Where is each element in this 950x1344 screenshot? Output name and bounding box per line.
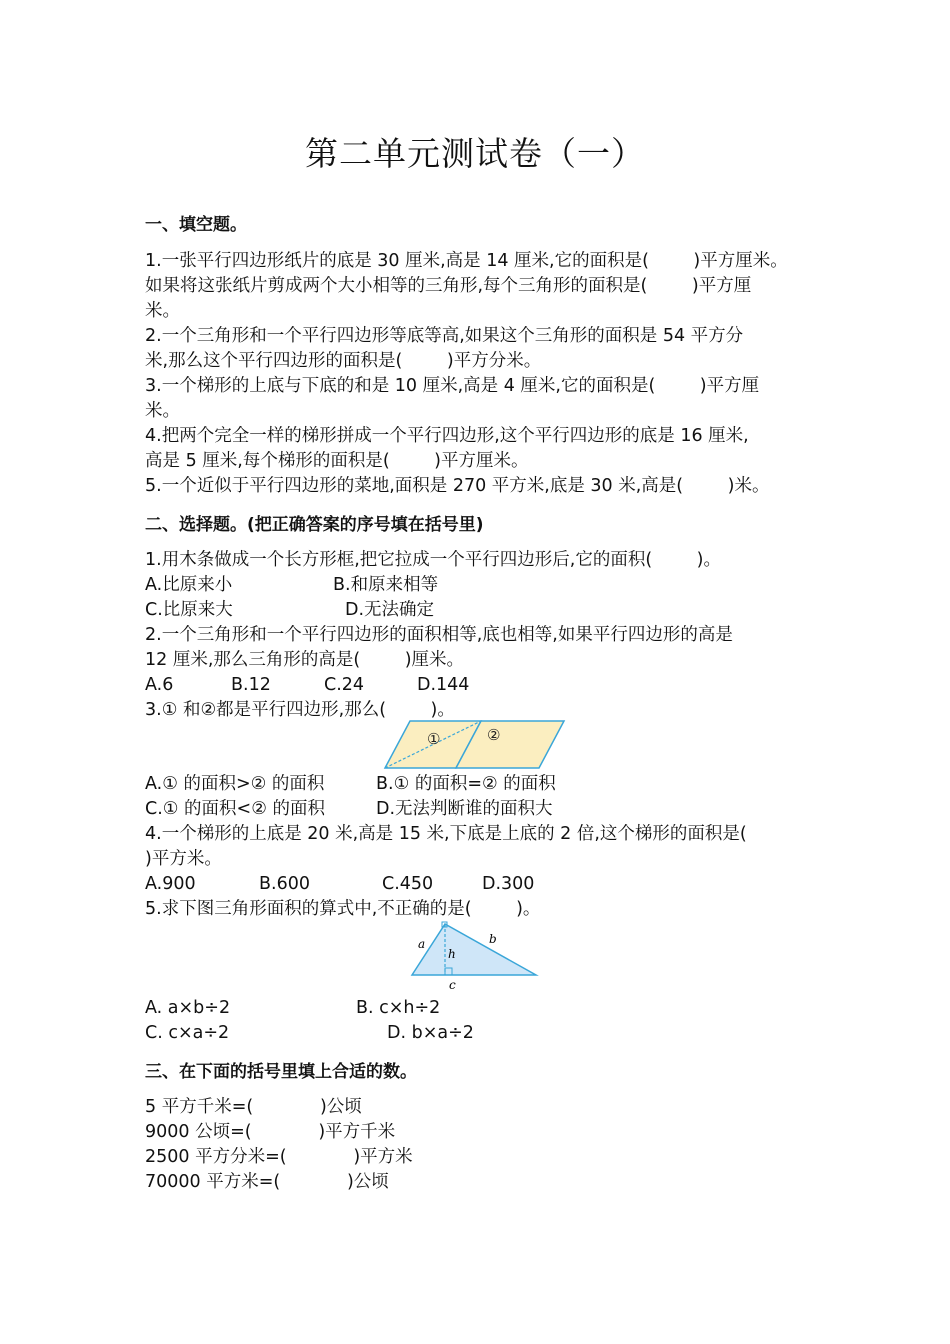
q4-option-c: C.450 bbox=[382, 874, 434, 894]
s1-line: 米,那么这个平行四边形的面积是( )平方分米。 bbox=[145, 351, 542, 371]
q1-option-b: B.和原来相等 bbox=[333, 575, 439, 595]
label-c: c bbox=[449, 978, 456, 992]
page-title: 第二单元测试卷（一） bbox=[305, 134, 645, 173]
q2-text: 2.一个三角形和一个平行四边形的面积相等,底也相等,如果平行四边形的高是 bbox=[145, 625, 733, 645]
s1-line: 3.一个梯形的上底与下底的和是 10 厘米,高是 4 厘米,它的面积是( )平方厘 bbox=[145, 376, 760, 396]
s1-line: 4.把两个完全一样的梯形拼成一个平行四边形,这个平行四边形的底是 16 厘米, bbox=[145, 426, 749, 446]
label-2: ② bbox=[487, 726, 501, 744]
s1-line: 1.一张平行四边形纸片的底是 30 厘米,高是 14 厘米,它的面积是( )平方厘米。 bbox=[145, 251, 788, 271]
parallelogram-figure bbox=[383, 718, 567, 772]
q5-option-a: A. a×b÷2 bbox=[145, 998, 231, 1018]
q4-option-a: A.900 bbox=[145, 874, 196, 894]
q5-option-c: C. c×a÷2 bbox=[145, 1023, 230, 1043]
s1-line: 高是 5 厘米,每个梯形的面积是( )平方厘米。 bbox=[145, 451, 529, 471]
section-1-heading: 一、填空题。 bbox=[145, 215, 247, 235]
s1-line: 米。 bbox=[145, 401, 180, 421]
q5-option-b: B. c×h÷2 bbox=[356, 998, 441, 1018]
q5-option-d: D. b×a÷2 bbox=[387, 1023, 474, 1043]
q4-option-b: B.600 bbox=[259, 874, 310, 894]
s3-line: 5 平方千米=( )公顷 bbox=[145, 1097, 362, 1117]
q3-option-a: A.① 的面积>② 的面积 bbox=[145, 774, 325, 794]
s1-line: 如果将这张纸片剪成两个大小相等的三角形,每个三角形的面积是( )平方厘 bbox=[145, 276, 752, 296]
q1-option-a: A.比原来小 bbox=[145, 575, 233, 595]
q3-option-d: D.无法判断谁的面积大 bbox=[376, 799, 553, 819]
q3-option-b: B.① 的面积=② 的面积 bbox=[376, 774, 556, 794]
label-h: h bbox=[448, 947, 456, 961]
section-2-heading: 二、选择题。(把正确答案的序号填在括号里) bbox=[145, 515, 484, 535]
s3-line: 70000 平方米=( )公顷 bbox=[145, 1172, 389, 1192]
section-3-heading: 三、在下面的括号里填上合适的数。 bbox=[145, 1062, 417, 1082]
q1-option-c: C.比原来大 bbox=[145, 600, 233, 620]
s1-line: 5.一个近似于平行四边形的菜地,面积是 270 平方米,底是 30 米,高是( )米。 bbox=[145, 476, 770, 496]
q1-text: 1.用木条做成一个长方形框,把它拉成一个平行四边形后,它的面积( )。 bbox=[145, 550, 721, 570]
q2-text: 12 厘米,那么三角形的高是( )厘米。 bbox=[145, 650, 465, 670]
q2-option-d: D.144 bbox=[417, 675, 470, 695]
q5-text: 5.求下图三角形面积的算式中,不正确的是( )。 bbox=[145, 899, 541, 919]
q2-option-b: B.12 bbox=[231, 675, 271, 695]
s3-line: 9000 公顷=( )平方千米 bbox=[145, 1122, 396, 1142]
q4-text: 4.一个梯形的上底是 20 米,高是 15 米,下底是上底的 2 倍,这个梯形的面积是( bbox=[145, 824, 747, 844]
label-b: b bbox=[489, 932, 497, 946]
q4-text: )平方米。 bbox=[145, 849, 222, 869]
triangle bbox=[412, 924, 536, 975]
s3-line: 2500 平方分米=( )平方米 bbox=[145, 1147, 413, 1167]
s1-line: 米。 bbox=[145, 301, 180, 321]
q3-text: 3.① 和②都是平行四边形,那么( )。 bbox=[145, 700, 455, 720]
q4-option-d: D.300 bbox=[482, 874, 535, 894]
label-1: ① bbox=[427, 730, 441, 748]
s1-line: 2.一个三角形和一个平行四边形等底等高,如果这个三角形的面积是 54 平方分 bbox=[145, 326, 744, 346]
triangle-figure bbox=[408, 918, 542, 992]
q1-option-d: D.无法确定 bbox=[345, 600, 435, 620]
label-a: a bbox=[418, 937, 426, 951]
q2-option-c: C.24 bbox=[324, 675, 365, 695]
q3-option-c: C.① 的面积<② 的面积 bbox=[145, 799, 325, 819]
q2-option-a: A.6 bbox=[145, 675, 174, 695]
